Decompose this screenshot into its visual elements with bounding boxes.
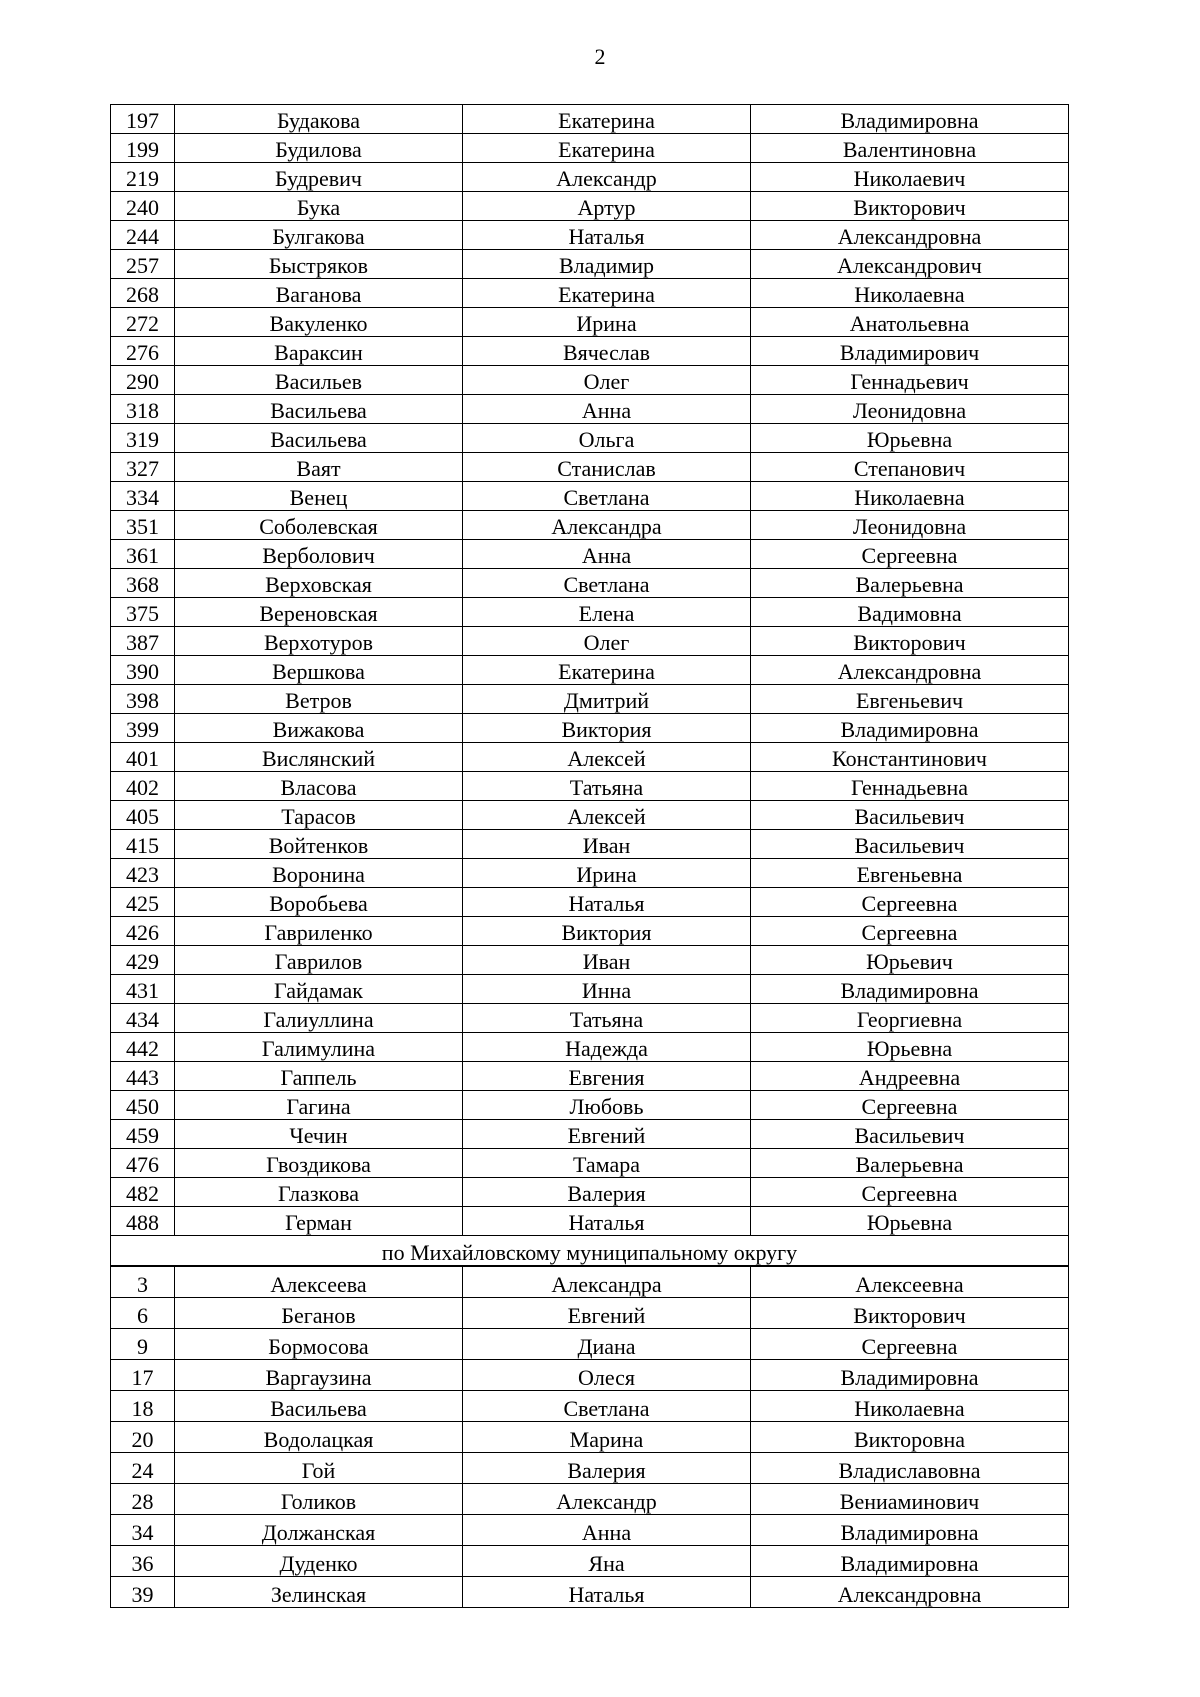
first-name: Наталья — [463, 1207, 751, 1236]
first-name: Светлана — [463, 482, 751, 511]
patronymic: Викторовна — [751, 1422, 1069, 1453]
section-heading-row — [111, 1236, 1069, 1266]
row-number: 6 — [111, 1298, 175, 1329]
row-number: 398 — [111, 685, 175, 714]
people-table — [110, 104, 1069, 1266]
first-name: Евгения — [463, 1062, 751, 1091]
table-row — [111, 569, 1069, 598]
people-table-body — [111, 105, 1069, 1266]
patronymic: Викторович — [751, 192, 1069, 221]
patronymic: Сергеевна — [751, 1178, 1069, 1207]
first-name: Ирина — [463, 859, 751, 888]
row-number: 434 — [111, 1004, 175, 1033]
patronymic: Николаевна — [751, 279, 1069, 308]
first-name: Станислав — [463, 453, 751, 482]
row-number: 361 — [111, 540, 175, 569]
patronymic: Васильевич — [751, 830, 1069, 859]
patronymic: Александрович — [751, 250, 1069, 279]
last-name: Бормосова — [175, 1329, 463, 1360]
people-table-district — [110, 1266, 1069, 1608]
first-name: Валерия — [463, 1453, 751, 1484]
row-number: 268 — [111, 279, 175, 308]
patronymic: Владимировна — [751, 1360, 1069, 1391]
row-number: 244 — [111, 221, 175, 250]
last-name: Гайдамак — [175, 975, 463, 1004]
table-row — [111, 250, 1069, 279]
row-number: 334 — [111, 482, 175, 511]
last-name: Вижакова — [175, 714, 463, 743]
patronymic: Владимировна — [751, 714, 1069, 743]
last-name: Вереновская — [175, 598, 463, 627]
table-row — [111, 163, 1069, 192]
last-name: Герман — [175, 1207, 463, 1236]
last-name: Вислянский — [175, 743, 463, 772]
patronymic: Владиславовна — [751, 1453, 1069, 1484]
table-row — [111, 192, 1069, 221]
row-number: 24 — [111, 1453, 175, 1484]
patronymic: Сергеевна — [751, 917, 1069, 946]
first-name: Наталья — [463, 221, 751, 250]
last-name: Водолацкая — [175, 1422, 463, 1453]
row-number: 387 — [111, 627, 175, 656]
first-name: Евгений — [463, 1298, 751, 1329]
first-name: Виктория — [463, 917, 751, 946]
row-number: 423 — [111, 859, 175, 888]
first-name: Виктория — [463, 714, 751, 743]
patronymic: Николаевич — [751, 163, 1069, 192]
first-name: Владимир — [463, 250, 751, 279]
last-name: Воронина — [175, 859, 463, 888]
patronymic: Степанович — [751, 453, 1069, 482]
row-number: 257 — [111, 250, 175, 279]
last-name: Гаврилов — [175, 946, 463, 975]
row-number: 401 — [111, 743, 175, 772]
section-heading: по Михайловскому муниципальному округу — [111, 1236, 1069, 1266]
first-name: Елена — [463, 598, 751, 627]
table-row — [111, 1298, 1069, 1329]
first-name: Дмитрий — [463, 685, 751, 714]
row-number: 28 — [111, 1484, 175, 1515]
first-name: Александра — [463, 1267, 751, 1298]
row-number: 431 — [111, 975, 175, 1004]
first-name: Алексей — [463, 743, 751, 772]
first-name: Иван — [463, 946, 751, 975]
table-row — [111, 424, 1069, 453]
table-row — [111, 1062, 1069, 1091]
page-number: 2 — [594, 44, 606, 69]
patronymic: Васильевич — [751, 1120, 1069, 1149]
table-row — [111, 859, 1069, 888]
table-row — [111, 337, 1069, 366]
row-number: 429 — [111, 946, 175, 975]
patronymic: Вадимовна — [751, 598, 1069, 627]
last-name: Воробьева — [175, 888, 463, 917]
table-row — [111, 279, 1069, 308]
first-name: Екатерина — [463, 134, 751, 163]
first-name: Екатерина — [463, 279, 751, 308]
patronymic: Евгеньевич — [751, 685, 1069, 714]
table-row — [111, 1360, 1069, 1391]
last-name: Верхотуров — [175, 627, 463, 656]
table-row — [111, 1004, 1069, 1033]
row-number: 459 — [111, 1120, 175, 1149]
first-name: Любовь — [463, 1091, 751, 1120]
table-row — [111, 366, 1069, 395]
last-name: Ваят — [175, 453, 463, 482]
first-name: Ольга — [463, 424, 751, 453]
patronymic: Николаевна — [751, 482, 1069, 511]
patronymic: Сергеевна — [751, 1091, 1069, 1120]
first-name: Марина — [463, 1422, 751, 1453]
row-number: 18 — [111, 1391, 175, 1422]
first-name: Наталья — [463, 1577, 751, 1608]
row-number: 197 — [111, 105, 175, 134]
row-number: 399 — [111, 714, 175, 743]
last-name: Вакуленко — [175, 308, 463, 337]
first-name: Александр — [463, 1484, 751, 1515]
last-name: Должанская — [175, 1515, 463, 1546]
patronymic: Александровна — [751, 656, 1069, 685]
patronymic: Юрьевна — [751, 424, 1069, 453]
patronymic: Владимировна — [751, 105, 1069, 134]
row-number: 319 — [111, 424, 175, 453]
patronymic: Анатольевна — [751, 308, 1069, 337]
patronymic: Владимировна — [751, 1546, 1069, 1577]
table-row — [111, 917, 1069, 946]
table-row — [111, 1453, 1069, 1484]
table-row — [111, 1120, 1069, 1149]
patronymic: Сергеевна — [751, 888, 1069, 917]
patronymic: Юрьевич — [751, 946, 1069, 975]
table-row — [111, 598, 1069, 627]
last-name: Власова — [175, 772, 463, 801]
patronymic: Юрьевна — [751, 1033, 1069, 1062]
last-name: Верболович — [175, 540, 463, 569]
row-number: 36 — [111, 1546, 175, 1577]
last-name: Гой — [175, 1453, 463, 1484]
row-number: 276 — [111, 337, 175, 366]
table-row — [111, 1149, 1069, 1178]
patronymic: Валентиновна — [751, 134, 1069, 163]
patronymic: Николаевна — [751, 1391, 1069, 1422]
first-name: Анна — [463, 395, 751, 424]
row-number: 34 — [111, 1515, 175, 1546]
row-number: 426 — [111, 917, 175, 946]
patronymic: Сергеевна — [751, 1329, 1069, 1360]
patronymic: Александровна — [751, 221, 1069, 250]
first-name: Олег — [463, 366, 751, 395]
row-number: 240 — [111, 192, 175, 221]
last-name: Гавриленко — [175, 917, 463, 946]
table-row — [111, 1207, 1069, 1236]
patronymic: Андреевна — [751, 1062, 1069, 1091]
patronymic: Геннадьевич — [751, 366, 1069, 395]
row-number: 405 — [111, 801, 175, 830]
table-row — [111, 511, 1069, 540]
table-row — [111, 1515, 1069, 1546]
patronymic: Константинович — [751, 743, 1069, 772]
row-number: 443 — [111, 1062, 175, 1091]
row-number: 290 — [111, 366, 175, 395]
table-row — [111, 830, 1069, 859]
table-row — [111, 105, 1069, 134]
last-name: Гагина — [175, 1091, 463, 1120]
last-name: Беганов — [175, 1298, 463, 1329]
row-number: 476 — [111, 1149, 175, 1178]
last-name: Войтенков — [175, 830, 463, 859]
table-row — [111, 743, 1069, 772]
first-name: Олег — [463, 627, 751, 656]
first-name: Евгений — [463, 1120, 751, 1149]
last-name: Будакова — [175, 105, 463, 134]
row-number: 318 — [111, 395, 175, 424]
table-row — [111, 1178, 1069, 1207]
last-name: Голиков — [175, 1484, 463, 1515]
first-name: Диана — [463, 1329, 751, 1360]
first-name: Екатерина — [463, 105, 751, 134]
patronymic: Владимировна — [751, 975, 1069, 1004]
patronymic: Евгеньевна — [751, 859, 1069, 888]
patronymic: Вениаминович — [751, 1484, 1069, 1515]
last-name: Гаппель — [175, 1062, 463, 1091]
last-name: Алексеева — [175, 1267, 463, 1298]
table-row — [111, 540, 1069, 569]
patronymic: Викторович — [751, 627, 1069, 656]
first-name: Тамара — [463, 1149, 751, 1178]
first-name: Ирина — [463, 308, 751, 337]
table-row — [111, 627, 1069, 656]
row-number: 3 — [111, 1267, 175, 1298]
table-row — [111, 685, 1069, 714]
row-number: 450 — [111, 1091, 175, 1120]
first-name: Олеся — [463, 1360, 751, 1391]
table-row — [111, 1484, 1069, 1515]
table-row — [111, 453, 1069, 482]
row-number: 351 — [111, 511, 175, 540]
first-name: Александр — [463, 163, 751, 192]
first-name: Яна — [463, 1546, 751, 1577]
patronymic: Юрьевна — [751, 1207, 1069, 1236]
patronymic: Васильевич — [751, 801, 1069, 830]
last-name: Ваганова — [175, 279, 463, 308]
first-name: Иван — [463, 830, 751, 859]
row-number: 272 — [111, 308, 175, 337]
patronymic: Александровна — [751, 1577, 1069, 1608]
last-name: Варгаузина — [175, 1360, 463, 1391]
table-row — [111, 946, 1069, 975]
first-name: Татьяна — [463, 1004, 751, 1033]
last-name: Чечин — [175, 1120, 463, 1149]
row-number: 488 — [111, 1207, 175, 1236]
row-number: 425 — [111, 888, 175, 917]
table-row — [111, 888, 1069, 917]
table-row — [111, 1577, 1069, 1608]
row-number: 20 — [111, 1422, 175, 1453]
table-row — [111, 1033, 1069, 1062]
first-name: Екатерина — [463, 656, 751, 685]
last-name: Быстряков — [175, 250, 463, 279]
table-row — [111, 1422, 1069, 1453]
table-row — [111, 801, 1069, 830]
table-row — [111, 1546, 1069, 1577]
row-number: 199 — [111, 134, 175, 163]
first-name: Анна — [463, 1515, 751, 1546]
patronymic: Леонидовна — [751, 395, 1069, 424]
last-name: Венец — [175, 482, 463, 511]
row-number: 402 — [111, 772, 175, 801]
patronymic: Геннадьевна — [751, 772, 1069, 801]
patronymic: Георгиевна — [751, 1004, 1069, 1033]
people-table-district-body — [111, 1267, 1069, 1608]
row-number: 219 — [111, 163, 175, 192]
table-row — [111, 656, 1069, 685]
table-row — [111, 1391, 1069, 1422]
table-row — [111, 395, 1069, 424]
last-name: Будилова — [175, 134, 463, 163]
patronymic: Валерьевна — [751, 1149, 1069, 1178]
table-row — [111, 975, 1069, 1004]
first-name: Алексей — [463, 801, 751, 830]
last-name: Васильева — [175, 1391, 463, 1422]
patronymic: Владимирович — [751, 337, 1069, 366]
patronymic: Леонидовна — [751, 511, 1069, 540]
row-number: 375 — [111, 598, 175, 627]
row-number: 415 — [111, 830, 175, 859]
row-number: 17 — [111, 1360, 175, 1391]
last-name: Верховская — [175, 569, 463, 598]
row-number: 39 — [111, 1577, 175, 1608]
last-name: Зелинская — [175, 1577, 463, 1608]
table-row — [111, 482, 1069, 511]
patronymic: Сергеевна — [751, 540, 1069, 569]
first-name: Светлана — [463, 569, 751, 598]
first-name: Анна — [463, 540, 751, 569]
last-name: Будревич — [175, 163, 463, 192]
last-name: Соболевская — [175, 511, 463, 540]
last-name: Галимулина — [175, 1033, 463, 1062]
last-name: Васильева — [175, 395, 463, 424]
patronymic: Владимировна — [751, 1515, 1069, 1546]
first-name: Артур — [463, 192, 751, 221]
last-name: Булгакова — [175, 221, 463, 250]
table-row — [111, 1091, 1069, 1120]
row-number: 442 — [111, 1033, 175, 1062]
row-number: 9 — [111, 1329, 175, 1360]
last-name: Бука — [175, 192, 463, 221]
last-name: Васильева — [175, 424, 463, 453]
last-name: Гвоздикова — [175, 1149, 463, 1178]
row-number: 390 — [111, 656, 175, 685]
last-name: Вершкова — [175, 656, 463, 685]
first-name: Татьяна — [463, 772, 751, 801]
table-row — [111, 134, 1069, 163]
first-name: Наталья — [463, 888, 751, 917]
first-name: Александра — [463, 511, 751, 540]
first-name: Валерия — [463, 1178, 751, 1207]
last-name: Дуденко — [175, 1546, 463, 1577]
patronymic: Алексеевна — [751, 1267, 1069, 1298]
last-name: Глазкова — [175, 1178, 463, 1207]
table-row — [111, 714, 1069, 743]
last-name: Васильев — [175, 366, 463, 395]
patronymic: Валерьевна — [751, 569, 1069, 598]
table-row — [111, 308, 1069, 337]
first-name: Надежда — [463, 1033, 751, 1062]
row-number: 327 — [111, 453, 175, 482]
table-row — [111, 772, 1069, 801]
last-name: Галиуллина — [175, 1004, 463, 1033]
table-row — [111, 221, 1069, 250]
table-row — [111, 1267, 1069, 1298]
last-name: Вараксин — [175, 337, 463, 366]
table-row — [111, 1329, 1069, 1360]
row-number: 482 — [111, 1178, 175, 1207]
first-name: Инна — [463, 975, 751, 1004]
first-name: Светлана — [463, 1391, 751, 1422]
patronymic: Викторович — [751, 1298, 1069, 1329]
row-number: 368 — [111, 569, 175, 598]
last-name: Тарасов — [175, 801, 463, 830]
last-name: Ветров — [175, 685, 463, 714]
first-name: Вячеслав — [463, 337, 751, 366]
